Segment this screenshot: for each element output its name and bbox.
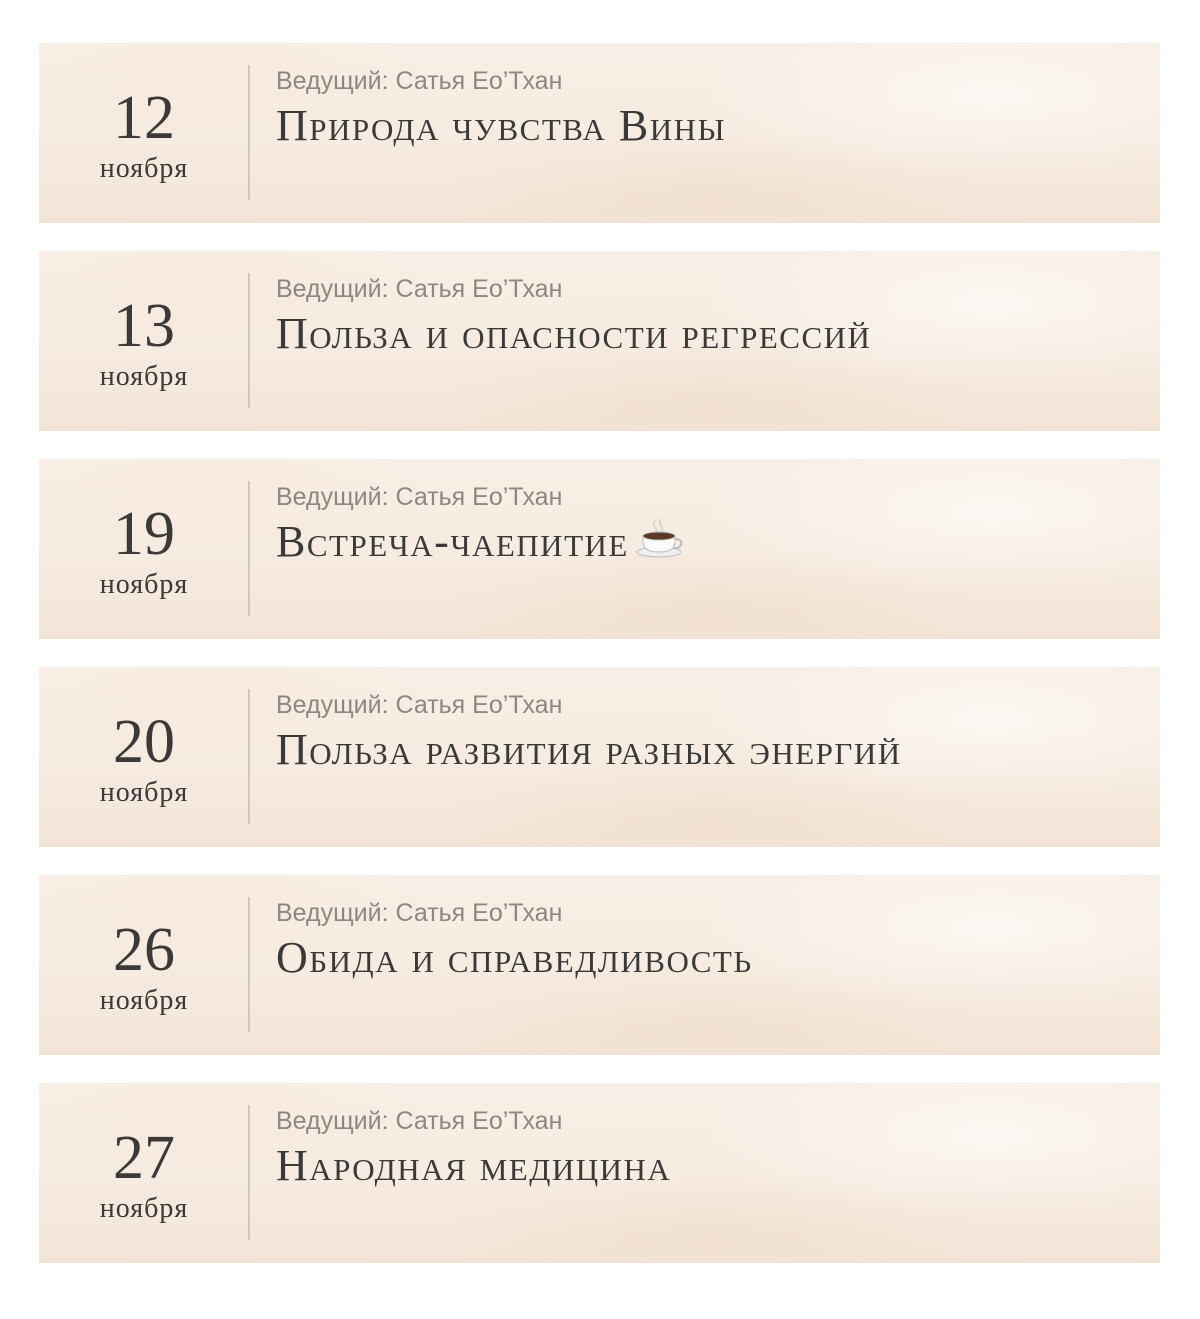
- event-day: 26: [113, 916, 175, 984]
- event-month: ноября: [99, 569, 189, 600]
- event-day: 12: [113, 84, 175, 152]
- event-month: ноября: [99, 985, 189, 1016]
- event-day: 20: [113, 708, 175, 776]
- event-title-text: Встреча-чаепитие: [276, 517, 629, 566]
- event-date: [39, 875, 249, 1055]
- event-host: Ведущий: Сатья Ео’Тхан: [276, 483, 563, 511]
- event-date: [39, 1083, 249, 1263]
- event-card[interactable]: [39, 43, 1160, 223]
- event-title: [276, 306, 871, 362]
- event-month: ноября: [99, 361, 189, 392]
- event-day: 13: [113, 292, 175, 360]
- event-month: ноября: [99, 1193, 189, 1224]
- event-title-text: Польза развития разных энергий: [276, 725, 902, 774]
- event-title: [276, 1138, 671, 1194]
- vertical-divider: [248, 1105, 250, 1240]
- event-title-text: Польза и опасности регрессий: [276, 309, 872, 358]
- event-title: [276, 722, 902, 778]
- event-card[interactable]: [39, 875, 1160, 1055]
- vertical-divider: [248, 65, 250, 200]
- event-date: [39, 459, 249, 639]
- event-card[interactable]: [39, 1083, 1160, 1263]
- event-date: [39, 43, 249, 223]
- coffee-cup-icon: [635, 516, 687, 556]
- event-title: [276, 930, 753, 986]
- event-host: Ведущий: Сатья Ео’Тхан: [276, 691, 563, 719]
- event-day: 27: [113, 1124, 175, 1192]
- event-date: [39, 667, 249, 847]
- event-schedule-list: [39, 43, 1160, 1291]
- event-title: [276, 98, 726, 154]
- event-title-text: Народная медицина: [276, 1141, 672, 1190]
- event-title-text: Природа чувства Вины: [276, 101, 727, 150]
- event-month: ноября: [99, 153, 189, 184]
- event-title: [276, 514, 687, 570]
- event-day: 19: [113, 500, 175, 568]
- event-date: [39, 251, 249, 431]
- vertical-divider: [248, 897, 250, 1032]
- event-host: Ведущий: Сатья Ео’Тхан: [276, 1107, 563, 1135]
- event-host: Ведущий: Сатья Ео’Тхан: [276, 67, 563, 95]
- event-host: Ведущий: Сатья Ео’Тхан: [276, 899, 563, 927]
- event-host: Ведущий: Сатья Ео’Тхан: [276, 275, 563, 303]
- event-card[interactable]: [39, 667, 1160, 847]
- vertical-divider: [248, 689, 250, 824]
- vertical-divider: [248, 273, 250, 408]
- vertical-divider: [248, 481, 250, 616]
- event-card[interactable]: [39, 459, 1160, 639]
- event-month: ноября: [99, 777, 189, 808]
- event-card[interactable]: [39, 251, 1160, 431]
- event-title-text: Обида и справедливость: [276, 933, 753, 982]
